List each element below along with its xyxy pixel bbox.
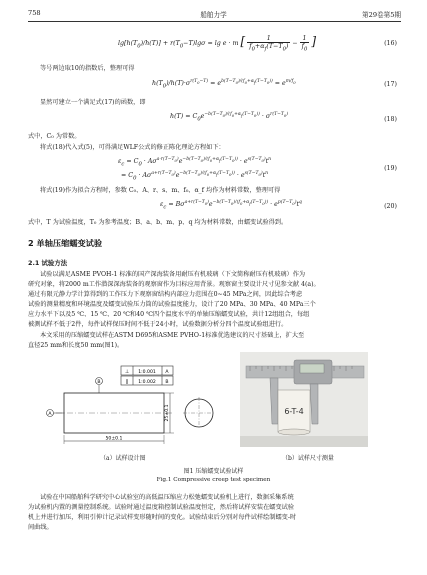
- subsection-heading: 2.1 试验方法: [28, 259, 68, 267]
- body2-line3: 机上并进行加压，利用引伸计记录试样变形随时间的变化。试验结束后分别对每件试样绘制蠕变-时: [28, 514, 297, 521]
- specimen-drawing: [36, 355, 216, 450]
- body1-line8: 直径25 mm和长度50 mm(图1)。: [28, 342, 124, 349]
- equation-16-number: (16): [384, 40, 397, 47]
- body1-line6: 被测试样不低于2件，每件试样保压时间不低于24小时，试验数据分析分四个温度试验组进行。: [28, 321, 288, 328]
- equation-16: $\lg[h(T_0)/h(T)] + r(T_0-T)\lg\sigma = \lg e \cdot m$ [ $\frac{1}{f_0+\alpha_f(T-T_0)}$ − $\frac{1}{f_0}$ ]: [118, 34, 317, 53]
- figure-b-caption: （b）试样尺寸测量: [282, 455, 334, 462]
- specimen-marking: 6-T-4: [284, 407, 304, 416]
- equation-19-line2: = $C_0 \cdot A\sigma^{a+r(T-T_0)}e^{-b(T-T_0)/(f_0+\alpha_f(T-T_0))} \cdot e^{s(T-T_0)}t^n$: [121, 171, 269, 182]
- length-dimension: 50±0.1: [105, 436, 123, 442]
- section-heading: 2 单轴压缩蠕变试验: [28, 238, 103, 248]
- equation-20: $\varepsilon_c = B\sigma^{a+r(T-T_0)}e^{-b(T-T_0)/(f_0+\alpha_f(T-T_0))} \cdot e^{p(T-T_0)}t^q$: [160, 200, 302, 211]
- body1-line7: 本文采用的压缩蠕变试样在ASTM D695和ASME PVHO-1标准优选建议的尺寸基础上，扩大至: [40, 332, 305, 339]
- paragraph-4: 将式(18)代入式(5)，可得满足WLF公式的修正陈化理论方程如下：: [40, 144, 225, 151]
- paragraph-3: 式中，C₀ 为常数。: [28, 133, 81, 140]
- body1-line3: 通过有限元静力学计算得到的工作压力下观察窗结构内部应力范围在0~45 MPa之间，因此综合考虑: [28, 291, 303, 298]
- tolerance-1-value: 1:0.001: [138, 370, 156, 375]
- paragraph-6: 式中，T 为试验温度，T₀ 为参考温度；B、a、b、m、p、q 均为材料常数，由蠕变试验得到。: [28, 219, 288, 226]
- figure-title-cn: 图1 压缩蠕变试验试样: [183, 468, 244, 475]
- page-number: 758: [28, 9, 41, 17]
- tolerance-1-datum: A: [165, 370, 169, 375]
- figure-a-caption: （a）试样设计图: [100, 455, 146, 462]
- body1-line2: 研究对象，将2000 m工作潜深深海装备的观察窗作为目标应用背景。观察窗主要设计尺寸见参文献 4(a)。: [28, 281, 320, 288]
- caliper-display: [300, 364, 324, 373]
- svg-text:∥: ∥: [125, 379, 129, 385]
- figure-title-en: Fig.1 Compressive creep test specimen: [156, 477, 271, 483]
- specimen-photo: [240, 352, 368, 447]
- tolerance-2-value: 1:0.002: [138, 380, 156, 385]
- body2-line1: 试验在中国船舶科学研究中心试验室的高低温压缩应力松弛蠕变试验机上进行，数据采集系统: [40, 494, 294, 501]
- equation-19-line1: $\varepsilon_c = C_0 \cdot A\sigma^{a\cdot r(T-T_0)}e^{-b(T-T_0)/(f_0+\alpha_f(T-T_0))} \cdot e^{s(T-T_0)}t^n$: [118, 157, 272, 168]
- equation-20-number: (20): [384, 203, 397, 210]
- body1-line1: 试验以满足ASME PVOH-1 标准的国产深海装备用耐压有机玻璃（下文简称耐压有机玻璃）作为: [40, 271, 306, 278]
- svg-text:⊥: ⊥: [124, 369, 130, 375]
- tolerance-frame-1: [121, 366, 173, 375]
- diameter-dimension: 25±0.1: [165, 404, 170, 422]
- equation-17: $h(T_0)/h(T)\cdot\sigma^{r(T_0-T)} = e^{b(T-T_0)/(f_0+\alpha_f(T-T_0))} = e^{m/f_0}$: [152, 79, 296, 90]
- datum-b-label: B: [97, 380, 101, 385]
- datum-a-label: A: [48, 412, 52, 417]
- equation-18-number: (18): [384, 116, 397, 123]
- body2-line4: 间曲线。: [28, 524, 53, 531]
- paragraph-5: 将式(19)作为拟合方程时，参数 C₀、A、r、s、m、f₀、α_f 均作为材料常数，整理可得: [40, 187, 281, 194]
- body2-line2: 为试验机内置的测量控制系统。试验时通过温度箱控制试验温度恒定，然后将试样安装在蠕变试验: [28, 504, 295, 511]
- tolerance-2-datum: B: [165, 380, 169, 385]
- paragraph-2: 显然可建立一个满足式(17)的函数，即: [40, 99, 146, 106]
- header-rule: [28, 21, 401, 22]
- body1-line5: 应力水平下以及5 ℃、15 ℃、20 ℃和40 ℃四个温度水平的单轴压缩蠕变试验，共计12组组合，每组: [28, 311, 310, 318]
- body1-line4: 试验的测量精度和环境温度及蠕变试验压力筒的试验温度能力，设计了20 MPa、30 MPa、40 MPa三个: [28, 301, 316, 308]
- paragraph-1: 等号两边取10的指数后，整理可得: [40, 65, 135, 72]
- journal-title: 船舶力学: [200, 11, 227, 19]
- issue-label: 第29卷第5期: [362, 11, 401, 19]
- tolerance-frame-2: [121, 376, 173, 385]
- equation-18: $h(T) = C_0e^{-b(T-T_0)/(f_0+\alpha_f(T-T_0))} \cdot \sigma^{r(T-T_0)}$: [170, 112, 289, 123]
- equation-19-number: (19): [384, 165, 397, 172]
- equation-17-number: (17): [384, 81, 397, 88]
